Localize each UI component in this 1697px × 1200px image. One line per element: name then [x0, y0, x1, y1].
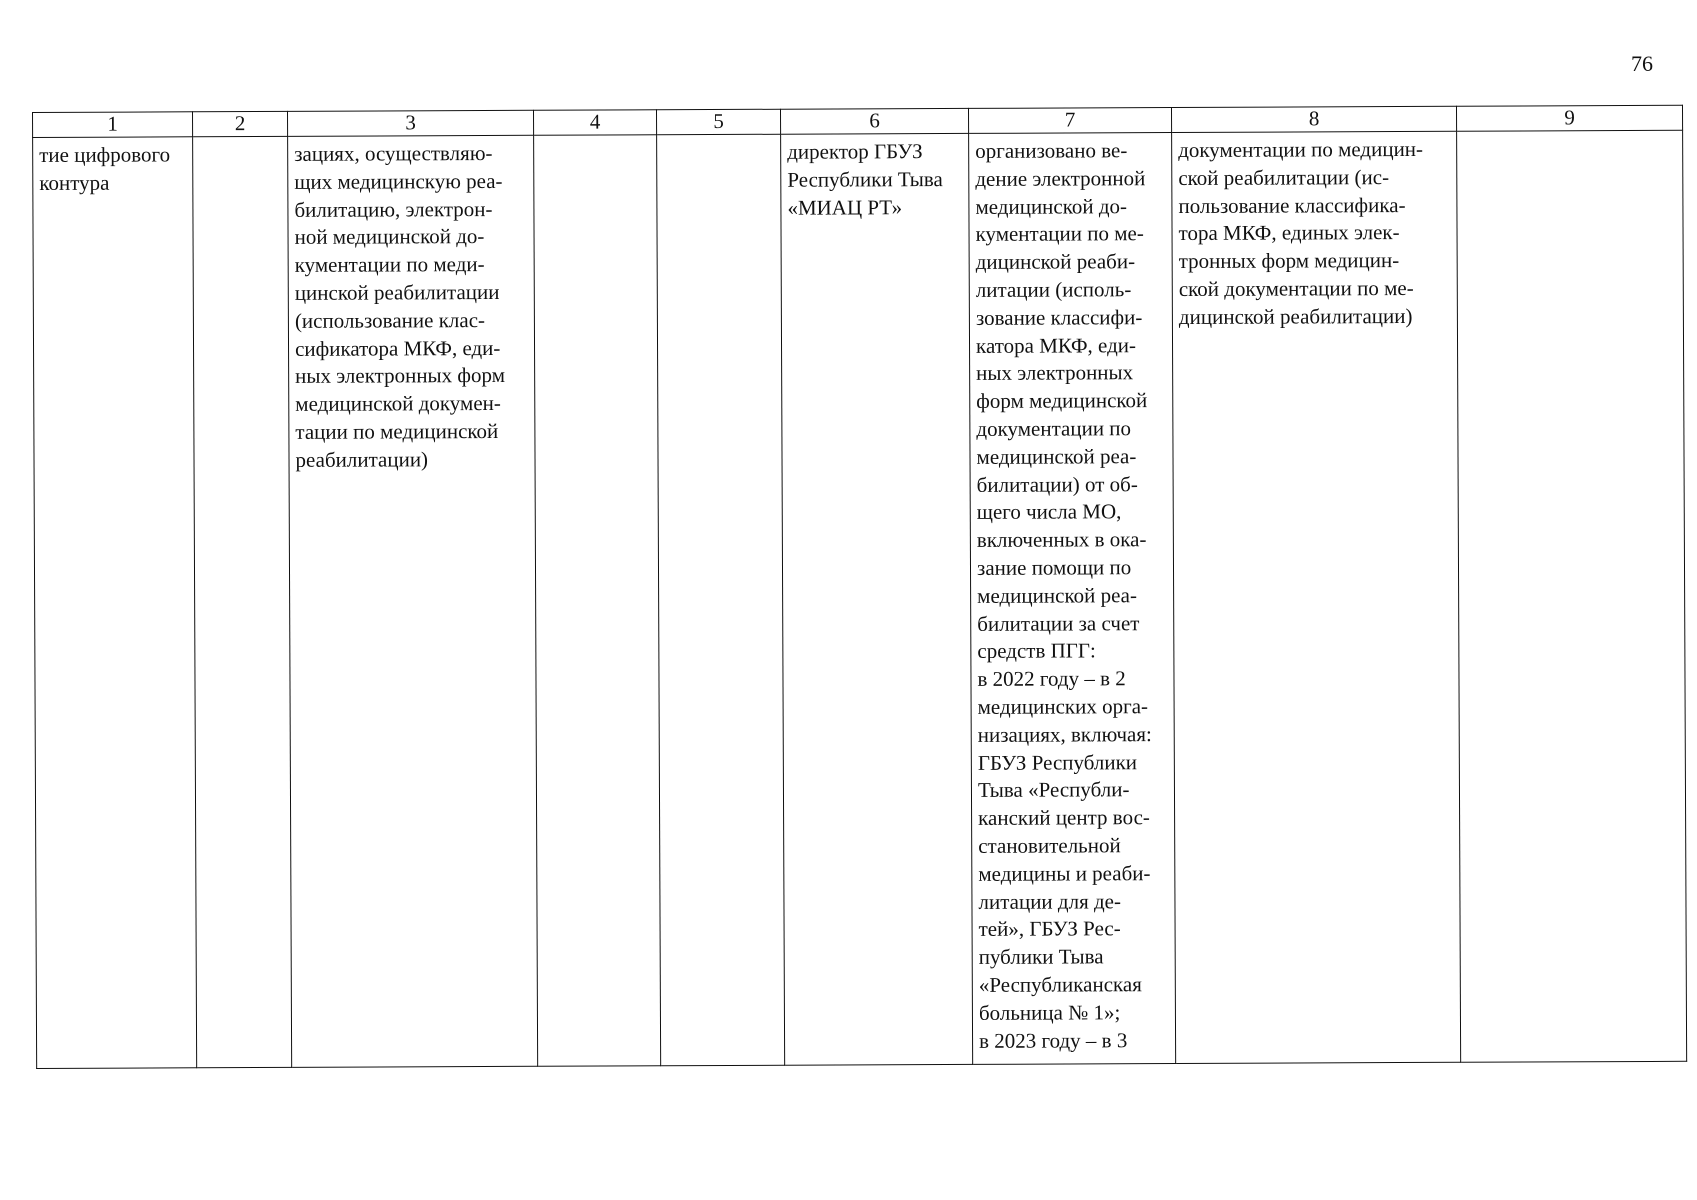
table-cell-1: [33, 137, 197, 1069]
cell-text-4: [534, 135, 656, 140]
cell-text-9: [1457, 131, 1682, 136]
column-number-3: 3: [287, 110, 533, 136]
cell-text-6: директор ГБУЗ Республики Тыва «МИАЦ РТ»: [787, 139, 943, 220]
page-number: 76: [1631, 51, 1653, 76]
cell-text-2: [193, 137, 287, 141]
column-number-6: 6: [780, 108, 968, 134]
table-cell-6: [781, 133, 973, 1065]
cell-text-3: зациях, осуществляю- щих медицинскую реа- билитацию, электрон- ной медицинской до- кументации по меди- цинской реабилитации (использование клас- сификатора МКФ, еди- ных электронных форм медицинской докумен- тации по медицинской реабилитации): [294, 140, 506, 472]
column-number-1: 1: [33, 112, 193, 138]
cell-text-5: [657, 135, 780, 140]
cell-text-1: тие цифрового контура: [39, 142, 171, 195]
column-number-4: 4: [533, 110, 656, 136]
table-cell-8: [1172, 131, 1461, 1063]
table-cell-5: [657, 134, 785, 1066]
column-number-7: 7: [968, 108, 1171, 134]
table-cell-3: [288, 135, 538, 1067]
table-row: [33, 130, 1687, 1068]
document-table: [32, 105, 1687, 1069]
column-number-8: 8: [1171, 106, 1456, 132]
column-number-5: 5: [656, 109, 780, 135]
cell-text-7: организовано ве- дение электронной медицинской до- кументации по ме- дицинской реаби- литации (исполь- зование классифи- катора МКФ, еди- ных электронных форм медицинской документации по медицинской реа- билитации) от об- щего числа МО, включенных в ока- зание помощи по медицинской реа- билитации за счет средств ПГГ: в 2022 году – в 2 медицинских орга- низациях, включая: ГБУЗ Республики Тыва «Республи- канский центр вос- становительной медицины и реаби- литации для де- тей», ГБУЗ Рес- публики Тыва «Республиканская больница № 1»; в 2023 году – в 3: [975, 138, 1152, 1053]
table-cell-7: [969, 133, 1176, 1065]
column-number-2: 2: [193, 111, 288, 136]
cell-text-8: документации по медицин- ской реабилитации (ис- пользование классифика- тора МКФ, единых элек- тронных форм медицин- ской документации по ме- дицинской реабилитации): [1178, 136, 1424, 329]
table-cell-2: [193, 136, 292, 1067]
table-cell-9: [1457, 130, 1687, 1062]
column-number-9: 9: [1456, 105, 1682, 131]
table-cell-4: [534, 135, 661, 1067]
